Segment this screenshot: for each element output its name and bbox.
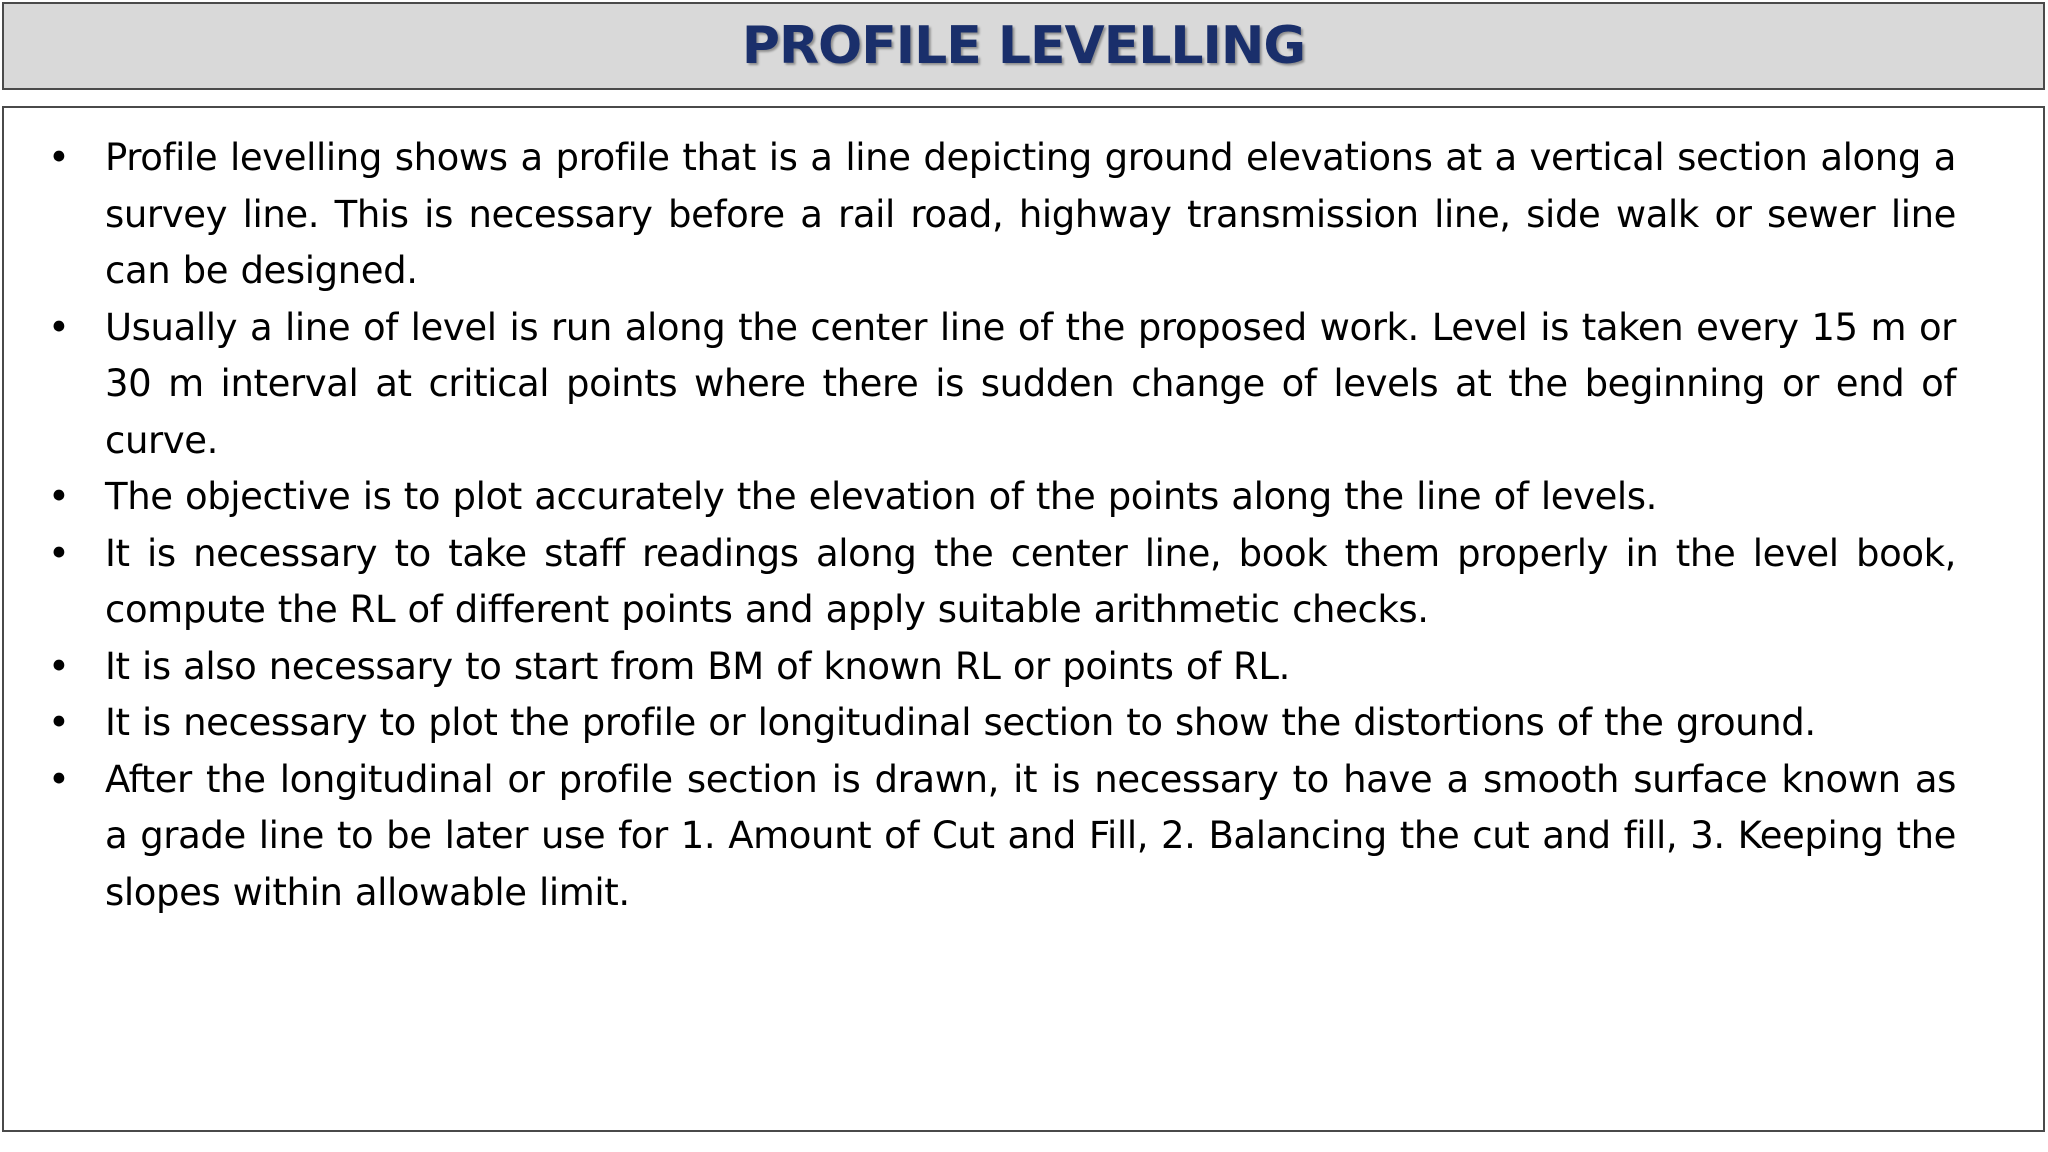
bullet-icon: • (48, 531, 70, 575)
bullet-icon: • (48, 757, 70, 801)
bullet-text: It is necessary to take staff readings along the center line, book them properly in the level book, compute the RL of different points and apply suitable arithmetic checks. (105, 531, 1956, 631)
bullet-text: After the longitudinal or profile section is drawn, it is necessary to have a smooth surface known as a grade line to be later use for 1. Amount of Cut and Fill, 2. Balancing the cut and fill, 3. Keeping the slopes within allowable limit. (105, 757, 1956, 914)
bullet-item (48, 130, 1956, 300)
title-bar (2, 2, 2045, 90)
bullet-item (48, 300, 1956, 470)
bullet-item (48, 469, 1956, 526)
bullet-icon: • (48, 475, 70, 518)
bullet-item (48, 639, 1956, 696)
bullet-item (48, 752, 1956, 922)
bullet-icon: • (48, 136, 70, 179)
bullet-icon: • (48, 644, 70, 688)
content-box (2, 106, 2045, 1132)
bullet-icon: • (48, 305, 70, 349)
bullet-list (48, 130, 1956, 921)
bullet-item (48, 526, 1956, 639)
bullet-text: Profile levelling shows a profile that is a line depicting ground elevations at a vertical section along a survey line. This is necessary before a rail road, highway transmission line, side walk or sewer line can be designed. (105, 136, 1956, 292)
bullet-text: It is also necessary to start from BM of known RL or points of RL. (105, 644, 1290, 688)
bullet-text: Usually a line of level is run along the center line of the proposed work. Level is taken every 15 m or 30 m interval at critical points where there is sudden change of levels at the beginning or end of curve. (105, 305, 1956, 462)
bullet-text: The objective is to plot accurately the elevation of the points along the line of levels. (105, 475, 1658, 518)
bullet-text: It is necessary to plot the profile or longitudinal section to show the distortions of the ground. (105, 701, 1816, 744)
bullet-item (48, 695, 1956, 752)
slide-title: PROFILE LEVELLING (741, 16, 1306, 76)
bullet-icon: • (48, 701, 70, 744)
